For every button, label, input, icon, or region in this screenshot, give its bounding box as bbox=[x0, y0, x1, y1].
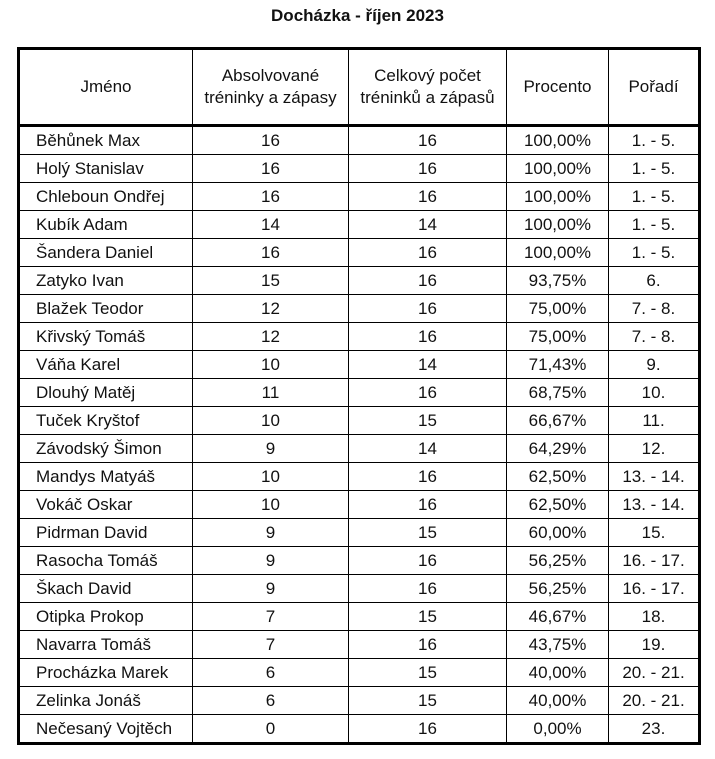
table-row bbox=[19, 126, 700, 155]
cell-total: 14 bbox=[349, 211, 507, 239]
cell-total: 16 bbox=[349, 323, 507, 351]
cell-percent: 56,25% bbox=[507, 575, 609, 603]
cell-name: Mandys Matyáš bbox=[19, 463, 193, 491]
cell-total: 16 bbox=[349, 575, 507, 603]
table-row bbox=[19, 491, 700, 519]
table-row bbox=[19, 687, 700, 715]
cell-rank: 16. - 17. bbox=[609, 575, 700, 603]
cell-rank: 1. - 5. bbox=[609, 211, 700, 239]
cell-attended: 9 bbox=[193, 435, 349, 463]
table-row bbox=[19, 267, 700, 295]
cell-rank: 20. - 21. bbox=[609, 687, 700, 715]
cell-total: 15 bbox=[349, 519, 507, 547]
cell-name: Běhůnek Max bbox=[19, 126, 193, 155]
cell-attended: 12 bbox=[193, 295, 349, 323]
cell-name: Dlouhý Matěj bbox=[19, 379, 193, 407]
cell-attended: 16 bbox=[193, 183, 349, 211]
table-row bbox=[19, 351, 700, 379]
cell-rank: 11. bbox=[609, 407, 700, 435]
cell-attended: 7 bbox=[193, 631, 349, 659]
cell-attended: 9 bbox=[193, 519, 349, 547]
table-row bbox=[19, 463, 700, 491]
header-name bbox=[19, 49, 193, 126]
cell-name: Vokáč Oskar bbox=[19, 491, 193, 519]
cell-name: Chleboun Ondřej bbox=[19, 183, 193, 211]
table-row bbox=[19, 547, 700, 575]
cell-percent: 43,75% bbox=[507, 631, 609, 659]
header-name-label: Jméno bbox=[80, 77, 132, 96]
cell-attended: 10 bbox=[193, 407, 349, 435]
cell-attended: 0 bbox=[193, 715, 349, 744]
cell-total: 16 bbox=[349, 631, 507, 659]
cell-percent: 40,00% bbox=[507, 659, 609, 687]
cell-percent: 60,00% bbox=[507, 519, 609, 547]
cell-rank: 6. bbox=[609, 267, 700, 295]
cell-rank: 1. - 5. bbox=[609, 239, 700, 267]
cell-total: 16 bbox=[349, 295, 507, 323]
cell-total: 16 bbox=[349, 126, 507, 155]
cell-name: Zelinka Jonáš bbox=[19, 687, 193, 715]
header-rank bbox=[609, 49, 700, 126]
table-row bbox=[19, 211, 700, 239]
cell-percent: 0,00% bbox=[507, 715, 609, 744]
cell-rank: 16. - 17. bbox=[609, 547, 700, 575]
cell-rank: 20. - 21. bbox=[609, 659, 700, 687]
cell-percent: 100,00% bbox=[507, 183, 609, 211]
cell-name: Zatyko Ivan bbox=[19, 267, 193, 295]
cell-attended: 11 bbox=[193, 379, 349, 407]
cell-percent: 40,00% bbox=[507, 687, 609, 715]
header-attended bbox=[193, 49, 349, 126]
table-row bbox=[19, 435, 700, 463]
cell-total: 16 bbox=[349, 183, 507, 211]
cell-percent: 100,00% bbox=[507, 155, 609, 183]
cell-name: Váňa Karel bbox=[19, 351, 193, 379]
cell-attended: 10 bbox=[193, 463, 349, 491]
cell-rank: 13. - 14. bbox=[609, 463, 700, 491]
cell-total: 16 bbox=[349, 379, 507, 407]
cell-rank: 13. - 14. bbox=[609, 491, 700, 519]
cell-name: Šandera Daniel bbox=[19, 239, 193, 267]
cell-total: 16 bbox=[349, 267, 507, 295]
table-row bbox=[19, 715, 700, 744]
cell-attended: 9 bbox=[193, 575, 349, 603]
cell-rank: 12. bbox=[609, 435, 700, 463]
attendance-table bbox=[17, 47, 701, 745]
cell-rank: 7. - 8. bbox=[609, 295, 700, 323]
cell-total: 16 bbox=[349, 155, 507, 183]
header-percent bbox=[507, 49, 609, 126]
cell-percent: 66,67% bbox=[507, 407, 609, 435]
cell-percent: 71,43% bbox=[507, 351, 609, 379]
cell-percent: 75,00% bbox=[507, 295, 609, 323]
cell-name: Křivský Tomáš bbox=[19, 323, 193, 351]
table-row bbox=[19, 323, 700, 351]
cell-total: 16 bbox=[349, 715, 507, 744]
cell-attended: 6 bbox=[193, 659, 349, 687]
cell-percent: 62,50% bbox=[507, 491, 609, 519]
cell-total: 15 bbox=[349, 687, 507, 715]
cell-rank: 7. - 8. bbox=[609, 323, 700, 351]
table-row bbox=[19, 407, 700, 435]
cell-rank: 1. - 5. bbox=[609, 155, 700, 183]
cell-rank: 10. bbox=[609, 379, 700, 407]
table-row bbox=[19, 659, 700, 687]
cell-name: Holý Stanislav bbox=[19, 155, 193, 183]
cell-attended: 16 bbox=[193, 126, 349, 155]
cell-percent: 100,00% bbox=[507, 239, 609, 267]
table-row bbox=[19, 575, 700, 603]
header-total-line2: tréninků a zápasů bbox=[360, 88, 495, 107]
cell-attended: 16 bbox=[193, 239, 349, 267]
header-rank-label: Pořadí bbox=[628, 77, 679, 96]
cell-name: Škach David bbox=[19, 575, 193, 603]
header-attended-line1: Absolvované bbox=[221, 66, 320, 85]
cell-total: 15 bbox=[349, 659, 507, 687]
header-attended-line2: tréninky a zápasy bbox=[204, 88, 337, 107]
cell-total: 15 bbox=[349, 407, 507, 435]
cell-attended: 15 bbox=[193, 267, 349, 295]
cell-attended: 9 bbox=[193, 547, 349, 575]
cell-attended: 7 bbox=[193, 603, 349, 631]
cell-attended: 6 bbox=[193, 687, 349, 715]
cell-total: 16 bbox=[349, 239, 507, 267]
table-row bbox=[19, 631, 700, 659]
cell-attended: 14 bbox=[193, 211, 349, 239]
cell-total: 16 bbox=[349, 463, 507, 491]
cell-name: Navarra Tomáš bbox=[19, 631, 193, 659]
cell-attended: 10 bbox=[193, 491, 349, 519]
header-percent-label: Procento bbox=[523, 77, 592, 96]
cell-name: Tuček Kryštof bbox=[19, 407, 193, 435]
header-row bbox=[19, 49, 700, 126]
table-row bbox=[19, 295, 700, 323]
cell-rank: 1. - 5. bbox=[609, 126, 700, 155]
table-row bbox=[19, 155, 700, 183]
cell-total: 16 bbox=[349, 491, 507, 519]
table-row bbox=[19, 239, 700, 267]
cell-percent: 46,67% bbox=[507, 603, 609, 631]
cell-name: Pidrman David bbox=[19, 519, 193, 547]
page-title: Docházka - říjen 2023 bbox=[271, 6, 444, 25]
cell-name: Otipka Prokop bbox=[19, 603, 193, 631]
cell-percent: 75,00% bbox=[507, 323, 609, 351]
table-row bbox=[19, 379, 700, 407]
cell-rank: 9. bbox=[609, 351, 700, 379]
table-row bbox=[19, 603, 700, 631]
cell-name: Kubík Adam bbox=[19, 211, 193, 239]
cell-percent: 56,25% bbox=[507, 547, 609, 575]
table-row bbox=[19, 519, 700, 547]
cell-attended: 16 bbox=[193, 155, 349, 183]
cell-name: Nečesaný Vojtěch bbox=[19, 715, 193, 744]
cell-rank: 19. bbox=[609, 631, 700, 659]
cell-percent: 68,75% bbox=[507, 379, 609, 407]
cell-rank: 1. - 5. bbox=[609, 183, 700, 211]
cell-rank: 18. bbox=[609, 603, 700, 631]
table-row bbox=[19, 183, 700, 211]
cell-total: 15 bbox=[349, 603, 507, 631]
cell-attended: 12 bbox=[193, 323, 349, 351]
cell-attended: 10 bbox=[193, 351, 349, 379]
cell-rank: 15. bbox=[609, 519, 700, 547]
cell-name: Procházka Marek bbox=[19, 659, 193, 687]
cell-name: Rasocha Tomáš bbox=[19, 547, 193, 575]
cell-rank: 23. bbox=[609, 715, 700, 744]
cell-percent: 62,50% bbox=[507, 463, 609, 491]
cell-name: Blažek Teodor bbox=[19, 295, 193, 323]
cell-percent: 100,00% bbox=[507, 126, 609, 155]
cell-total: 16 bbox=[349, 547, 507, 575]
cell-total: 14 bbox=[349, 435, 507, 463]
cell-name: Závodský Šimon bbox=[19, 435, 193, 463]
cell-percent: 100,00% bbox=[507, 211, 609, 239]
header-total bbox=[349, 49, 507, 126]
header-total-line1: Celkový počet bbox=[374, 66, 481, 85]
cell-percent: 93,75% bbox=[507, 267, 609, 295]
cell-percent: 64,29% bbox=[507, 435, 609, 463]
cell-total: 14 bbox=[349, 351, 507, 379]
